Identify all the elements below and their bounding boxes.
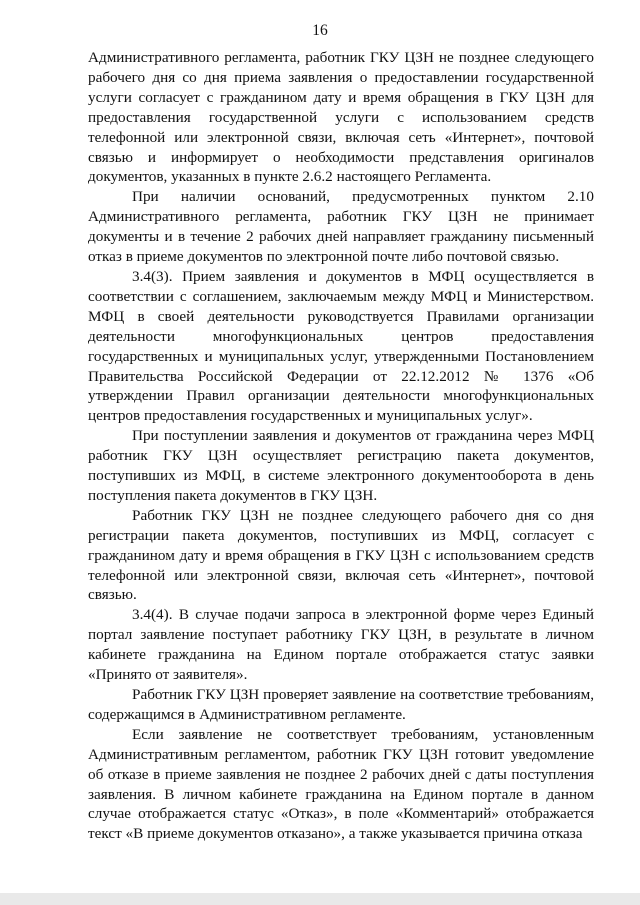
- paragraph-7: Работник ГКУ ЦЗН проверяет заявление на соответствие требованиям, содержащимся в Административном регламенте.: [88, 686, 594, 723]
- paragraph-4: При поступлении заявления и документов от гражданина через МФЦ работник ГКУ ЦЗН осуществляет регистрацию пакета документов, поступивших из МФЦ, в системе электронного документооборота в день поступления пакета документов в ГКУ ЦЗН.: [88, 427, 594, 504]
- scan-bottom-edge: [0, 893, 640, 905]
- document-body: [88, 48, 594, 844]
- page-number: 16: [312, 22, 328, 39]
- paragraph-3: 3.4(3). Прием заявления и документов в МФЦ осуществляется в соответствии с соглашением, заключаемым между МФЦ и Министерством. МФЦ в своей деятельности руководствуется Правилами организации деятельности многофункциональных центров предоставления государственных и муниципальных услуг, утвержденными Постановлением Правительства Российской Федерации от 22.12.2012 № 1376 «Об утверждении Правил организации деятельности многофункциональных центров предоставления государственных и муниципальных услуг».: [88, 267, 594, 425]
- paragraph-2: При наличии оснований, предусмотренных пунктом 2.10 Административного регламента, работник ГКУ ЦЗН не принимает документы и в течение 2 рабочих дней направляет гражданину письменный отказ в приеме документов по электронной почте либо почтовой связью.: [88, 188, 594, 266]
- paragraph-1: Административного регламента, работник ГКУ ЦЗН не позднее следующего рабочего дня со дня приема заявления о предоставлении государственной услуги согласует с гражданином дату и время обращения в ГКУ ЦЗН для предоставления государственной услуги с использованием средств телефонной или электронной связи, включая сеть «Интернет», почтовой связью и информирует о необходимости представления оригиналов документов, указанных в пункте 2.6.2 настоящего Регламента.: [88, 49, 594, 186]
- paragraph-8: Если заявление не соответствует требованиям, установленным Административным регламентом, работник ГКУ ЦЗН готовит уведомление об отказе в приеме заявления не позднее 2 рабочих дней с даты поступления заявления. В личном кабинете гражданина на Едином портале в данном случае отображается статус «Отказ», в поле «Комментарий» отображается текст «В приеме документов отказано», а также указывается причина отказа: [88, 725, 594, 843]
- paragraph-6: 3.4(4). В случае подачи запроса в электронной форме через Единый портал заявление поступает работнику ГКУ ЦЗН, в результате в личном кабинете гражданина на Едином портале отображается статус заявки «Принято от заявителя».: [88, 606, 594, 684]
- paragraph-5: Работник ГКУ ЦЗН не позднее следующего рабочего дня со дня регистрации пакета документов, поступивших из МФЦ, согласует с гражданином дату и время обращения в ГКУ ЦЗН с использованием средств телефонной или электронной связи, включая сеть «Интернет», почтовой связью.: [88, 506, 594, 604]
